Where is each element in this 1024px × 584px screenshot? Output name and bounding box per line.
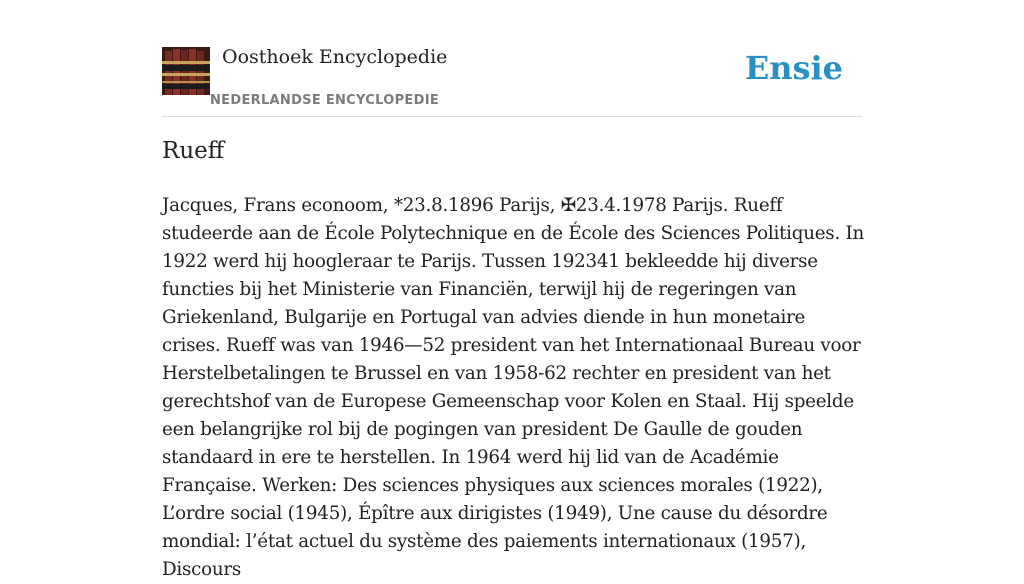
site-header bbox=[162, 40, 862, 117]
article-body: Jacques, Frans econoom, *23.8.1896 Parijs, ✠23.4.1978 Parijs. Rueff studeerde aan de École Polytechnique en de École des Sciences Politiques. In 1922 werd hij hoogleraar te Parijs. Tussen 192341 bekleedde hij diverse functies bij het Ministerie van Financiën, terwijl hij de regeringen van Griekenland, Bulgarije en Portugal van advies diende in hun monetaire crises. Rueff was van 1946—52 president van het Internationaal Bureau voor Herstelbetalingen te Brussel en van 1958-62 rechter en president van het gerechtshof van de Europese Gemeenschap voor Kolen en Staal. Hij speelde een belangrijke rol bij de pogingen van president De Gaulle de gouden standaard in ere te herstellen. In 1964 werd hij lid van de Académie Française. Werken: Des sciences physiques aux sciences morales (1922), L’ordre social (1945), Épître aux dirigistes (1949), Une cause du désordre mondial: l’état actuel du système des paiements internationaux (1957), Discours bbox=[162, 195, 865, 580]
article-title: Rueff bbox=[162, 138, 225, 164]
site-tagline: NEDERLANDSE ENCYCLOPEDIE bbox=[210, 93, 440, 108]
encyclopedia-books-icon[interactable] bbox=[162, 47, 210, 95]
ensie-brand-link[interactable]: Ensie bbox=[744, 49, 843, 87]
site-name[interactable]: Oosthoek Encyclopedie bbox=[222, 46, 448, 68]
